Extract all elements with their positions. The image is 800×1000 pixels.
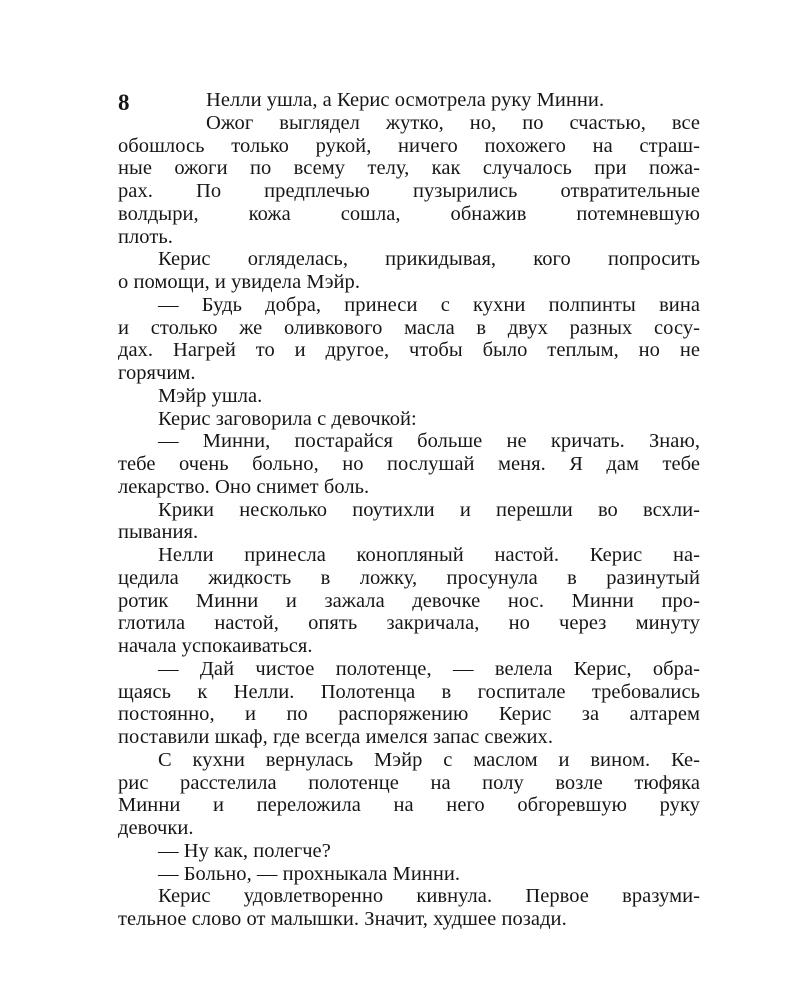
- paragraph-line: С кухни вернулась Мэйр с маслом и вином. Ке-: [158, 748, 700, 771]
- paragraph-line: ные ожоги по всему телу, как случалось при пожа-: [118, 157, 700, 180]
- paragraph-line: девочки.: [118, 817, 194, 839]
- paragraph-line: поставили шкаф, где всегда имелся запас свежих.: [118, 726, 554, 748]
- paragraph-line: — Ну как, полегче?: [158, 839, 331, 862]
- paragraph-line: щаясь к Нелли. Полотенца в госпитале требовались: [118, 680, 700, 703]
- paragraph-line: тельное слово от малышки. Значит, худшее позади.: [118, 908, 567, 930]
- paragraph-line: тебе очень больно, но послушай меня. Я дам тебе: [118, 453, 700, 475]
- paragraph-line: цедила жидкость в ложку, просунула в разинутый: [118, 566, 700, 589]
- paragraph-line: рис расстелила полотенце на полу возле тюфяка: [118, 771, 700, 794]
- paragraph-line: — Минни, постарайся больше не кричать. Знаю,: [158, 430, 700, 453]
- paragraph-line: и столько же оливкового масла в двух разных сосу-: [118, 316, 700, 339]
- paragraph-line: Керис удовлетворенно кивнула. Первое вразуми-: [158, 885, 700, 908]
- text-block: [118, 89, 700, 931]
- paragraph-line: Нелли принесла конопляный настой. Керис на-: [158, 544, 700, 566]
- paragraph-line: — Будь добра, принеси с кухни полпинты вина: [158, 293, 700, 316]
- paragraph-line: обошлось только рукой, ничего похожего на страш-: [118, 134, 700, 157]
- paragraph-line: Мэйр ушла.: [158, 384, 263, 407]
- paragraph-line: лекарство. Оно снимет боль.: [118, 475, 370, 498]
- paragraph-line: пывания.: [118, 521, 199, 544]
- paragraph-line: Керис огляделась, прикидывая, кого попросить: [158, 248, 700, 271]
- paragraph-line: о помощи, и увидела Мэйр.: [118, 271, 361, 293]
- paragraph-line: Нелли ушла, а Керис осмотрела руку Минни.: [206, 89, 605, 111]
- paragraph-line: Ожог выглядел жутко, но, по счастью, все: [206, 111, 700, 134]
- paragraph-line: ротик Минни и зажала девочке нос. Минни про-: [118, 589, 700, 612]
- paragraph-line: Минни и переложила на него обгоревшую руку: [118, 794, 700, 817]
- paragraph-line: дах. Нагрей то и другое, чтобы было теплым, но не: [118, 339, 700, 362]
- paragraph-line: глотила настой, опять закричала, но через минуту: [118, 612, 700, 635]
- paragraph-line: — Больно, — прохныкала Минни.: [158, 862, 461, 885]
- paragraph-line: Крики несколько поутихли и перешли во всхли-: [158, 498, 700, 521]
- paragraph-line: рах. По предплечью пузырились отвратительные: [118, 180, 700, 202]
- paragraph-line: постоянно, и по распоряжению Керис за алтарем: [118, 703, 700, 726]
- paragraph-line: горячим.: [118, 362, 196, 384]
- paragraph-line: волдыри, кожа сошла, обнажив потемневшую: [118, 202, 700, 225]
- paragraph-line: плоть.: [118, 225, 173, 248]
- paragraph-line: Керис заговорила с девочкой:: [158, 407, 417, 430]
- paragraph-line: — Дай чистое полотенце, — велела Керис, обра-: [158, 657, 700, 680]
- paragraph-line: начала успокаиваться.: [118, 635, 313, 657]
- page-number: 8: [118, 90, 130, 115]
